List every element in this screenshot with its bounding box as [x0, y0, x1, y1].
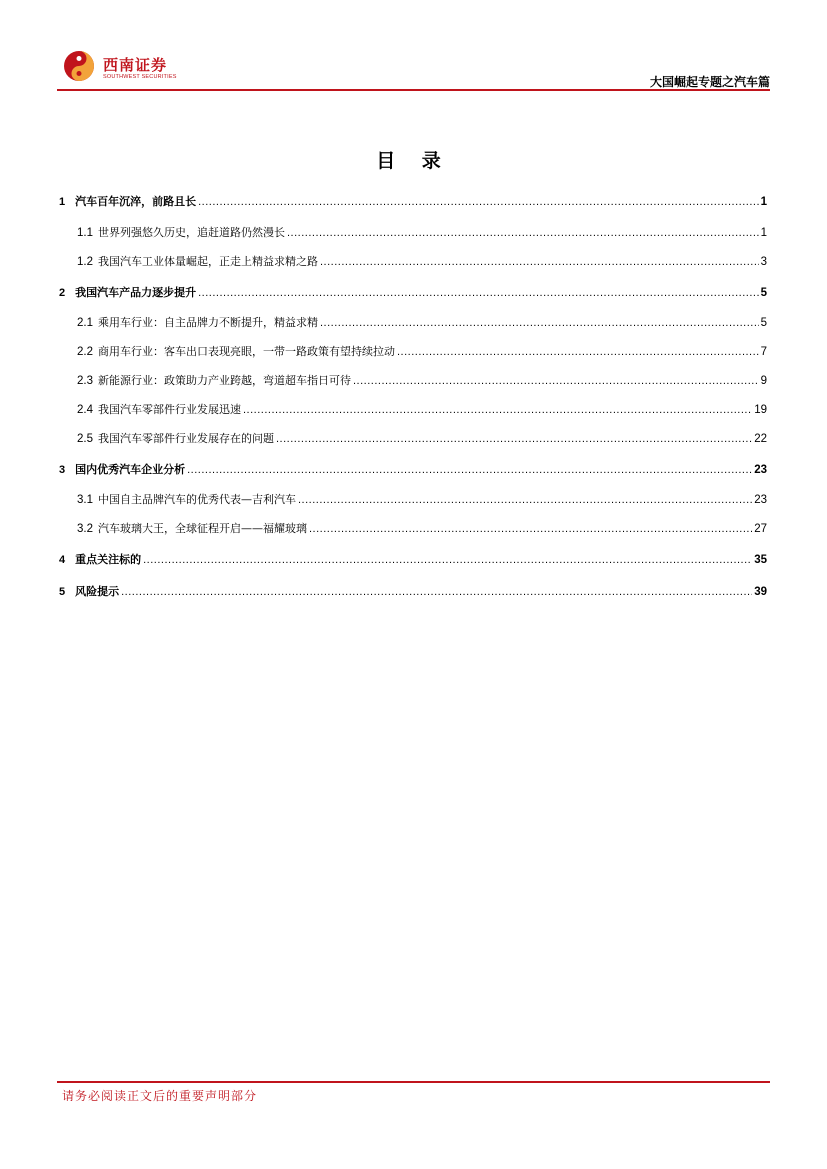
toc-entry-page: 1	[760, 196, 767, 208]
toc-entry-title: 风险提示	[75, 585, 120, 598]
toc-entry-number: 5	[59, 586, 66, 598]
toc-entry-1-2[interactable]	[77, 252, 767, 272]
toc-entry-1-1[interactable]	[77, 223, 767, 243]
toc-entry-title: 国内优秀汽车企业分析	[75, 463, 186, 476]
toc-entry-title: 我国汽车工业体量崛起，正走上精益求精之路	[98, 255, 318, 268]
company-logo	[63, 50, 177, 86]
toc-entry-page: 9	[760, 375, 767, 387]
toc-entry-number: 2.3	[77, 375, 93, 387]
toc-entry-number: 2.2	[77, 346, 93, 358]
toc-leader-dots	[397, 342, 759, 362]
toc-entry-4[interactable]	[59, 550, 767, 570]
report-title: 大国崛起专题之汽车篇	[649, 75, 770, 89]
toc-entry-number: 2.4	[77, 404, 93, 416]
toc-entry-title: 我国汽车产品力逐步提升	[75, 286, 197, 299]
toc-entry-page: 5	[760, 317, 767, 329]
toc-leader-dots	[309, 519, 752, 539]
toc-entry-number: 1	[59, 196, 66, 208]
toc-entry-number: 3.2	[77, 523, 93, 535]
toc-entry-2-3[interactable]	[77, 371, 767, 391]
toc-entry-title: 中国自主品牌汽车的优秀代表—吉利汽车	[98, 493, 296, 506]
toc-entry-page: 39	[754, 586, 767, 598]
toc-entry-number: 2	[59, 287, 66, 299]
toc-entry-title: 汽车百年沉淬，前路且长	[75, 195, 197, 208]
toc-entry-2-5[interactable]	[77, 429, 767, 449]
toc-entry-page: 19	[754, 404, 767, 416]
toc-entry-page: 35	[754, 554, 767, 566]
toc-entry-number: 3.1	[77, 494, 93, 506]
logo-chinese-name: 西南证券	[103, 56, 168, 74]
toc-entry-3-1[interactable]	[77, 490, 767, 510]
toc-entry-5[interactable]	[59, 582, 767, 602]
footer-disclaimer: 请务必阅读正文后的重要声明部分	[62, 1089, 258, 1103]
toc-entry-page: 1	[760, 227, 767, 239]
toc-entry-title: 商用车行业：客车出口表现亮眼，一带一路政策有望持续拉动	[98, 345, 395, 358]
toc-entry-3[interactable]	[59, 460, 767, 480]
toc-entry-2-4[interactable]	[77, 400, 767, 420]
toc-entry-title: 重点关注标的	[75, 553, 142, 566]
toc-entry-title: 汽车玻璃大王，全球征程开启——福耀玻璃	[98, 522, 307, 535]
page-header	[57, 48, 770, 94]
toc-leader-dots	[320, 313, 759, 333]
toc-entry-2-2[interactable]	[77, 342, 767, 362]
header-divider	[57, 89, 770, 91]
toc-entry-page: 3	[760, 256, 767, 268]
toc-entry-number: 2.5	[77, 433, 93, 445]
toc-leader-dots	[276, 429, 752, 449]
toc-leader-dots	[198, 192, 758, 212]
toc-entry-number: 1.1	[77, 227, 93, 239]
toc-entry-page: 5	[760, 287, 767, 299]
toc-entry-page: 23	[754, 494, 767, 506]
toc-entry-page: 7	[760, 346, 767, 358]
toc-entry-page: 22	[754, 433, 767, 445]
toc-leader-dots	[287, 223, 759, 243]
toc-entry-page: 27	[754, 523, 767, 535]
toc-leader-dots	[143, 550, 752, 570]
toc-entry-3-2[interactable]	[77, 519, 767, 539]
logo-english-name: SOUTHWEST SECURITIES	[103, 74, 177, 80]
toc-entry-number: 1.2	[77, 256, 93, 268]
toc-leader-dots	[298, 490, 752, 510]
toc-leader-dots	[121, 582, 752, 602]
toc-entry-1[interactable]	[59, 192, 767, 212]
toc-heading: 目 录	[376, 150, 451, 172]
toc-entry-title: 我国汽车零部件行业发展迅速	[98, 403, 241, 416]
toc-leader-dots	[320, 252, 759, 272]
toc-leader-dots	[353, 371, 759, 391]
toc-entry-number: 3	[59, 464, 66, 476]
toc-entry-page: 23	[754, 464, 767, 476]
footer-divider	[57, 1081, 770, 1083]
toc-entry-title: 新能源行业：政策助力产业跨越，弯道超车指日可待	[98, 374, 351, 387]
toc-leader-dots	[198, 283, 758, 303]
toc-entry-title: 乘用车行业：自主品牌力不断提升，精益求精	[98, 316, 318, 329]
logo-emblem-icon	[63, 50, 95, 82]
toc-entry-2[interactable]	[59, 283, 767, 303]
toc-leader-dots	[187, 460, 752, 480]
toc-entry-number: 4	[59, 554, 66, 566]
toc-entry-title: 我国汽车零部件行业发展存在的问题	[98, 432, 274, 445]
toc-leader-dots	[243, 400, 752, 420]
toc-entry-2-1[interactable]	[77, 313, 767, 333]
toc-entry-number: 2.1	[77, 317, 93, 329]
toc-entry-title: 世界列强悠久历史，追赶道路仍然漫长	[98, 226, 285, 239]
